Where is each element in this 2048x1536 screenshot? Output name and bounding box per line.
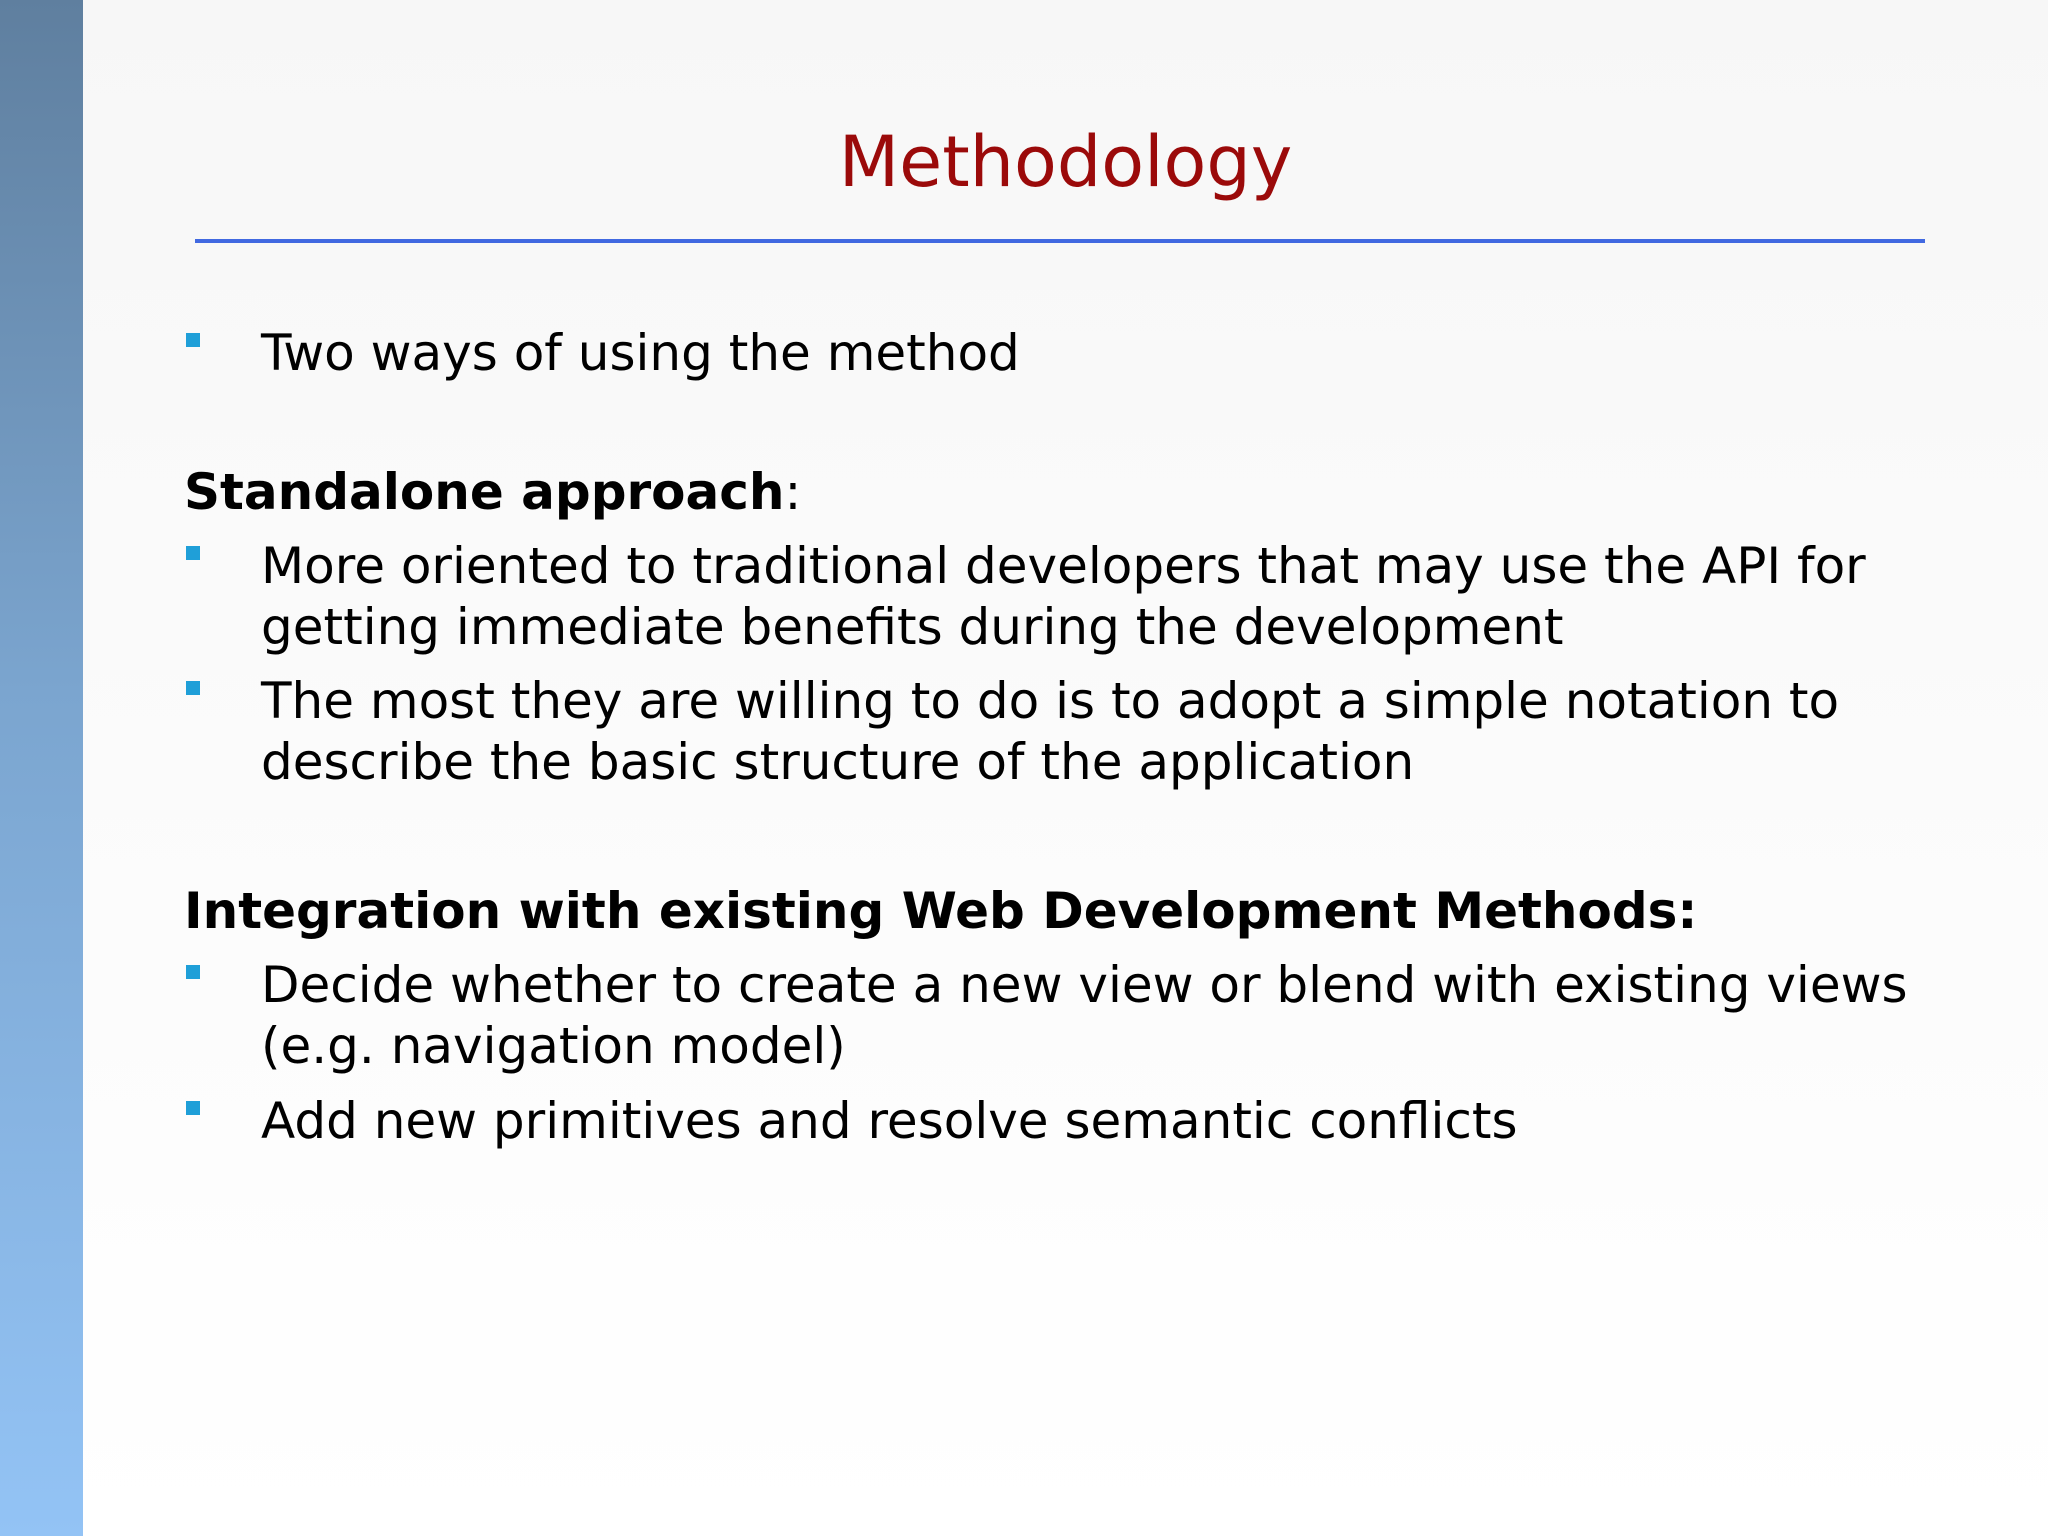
bullet-integration-2-text: Add new primitives and resolve semantic conflicts <box>261 1092 1518 1150</box>
square-bullet-icon <box>186 333 200 347</box>
section-heading-standalone <box>184 462 801 523</box>
bullet-integration-1-text: Decide whether to create a new view or blend with existing views (e.g. navigation model) <box>261 956 1908 1075</box>
section-heading-standalone-text: Standalone approach <box>184 463 785 521</box>
square-bullet-icon <box>186 1101 200 1115</box>
bullet-standalone-2-text: The most they are willing to do is to adopt a simple notation to describe the basic structure of the application <box>261 672 1840 791</box>
side-decoration-bar <box>0 0 83 1536</box>
slide-title: Methodology <box>838 121 1293 203</box>
bullet-standalone-1 <box>186 536 1996 660</box>
bullet-standalone-2 <box>186 671 1996 795</box>
section-heading-integration-text: Integration with existing Web Development Methods: <box>184 882 1698 940</box>
bullet-integration-2 <box>186 1091 1996 1153</box>
bullet-intro-text: Two ways of using the method <box>261 324 1020 382</box>
section-heading-standalone-suffix: : <box>784 463 802 521</box>
bullet-standalone-1-text: More oriented to traditional developers that may use the API for getting immediate benefits during the development <box>261 537 1866 656</box>
bullet-intro <box>186 323 1996 385</box>
square-bullet-icon <box>186 965 200 979</box>
title-divider <box>195 239 1925 243</box>
square-bullet-icon <box>186 546 200 560</box>
bullet-integration-1 <box>186 955 1996 1079</box>
section-heading-integration <box>184 881 1697 942</box>
square-bullet-icon <box>186 681 200 695</box>
